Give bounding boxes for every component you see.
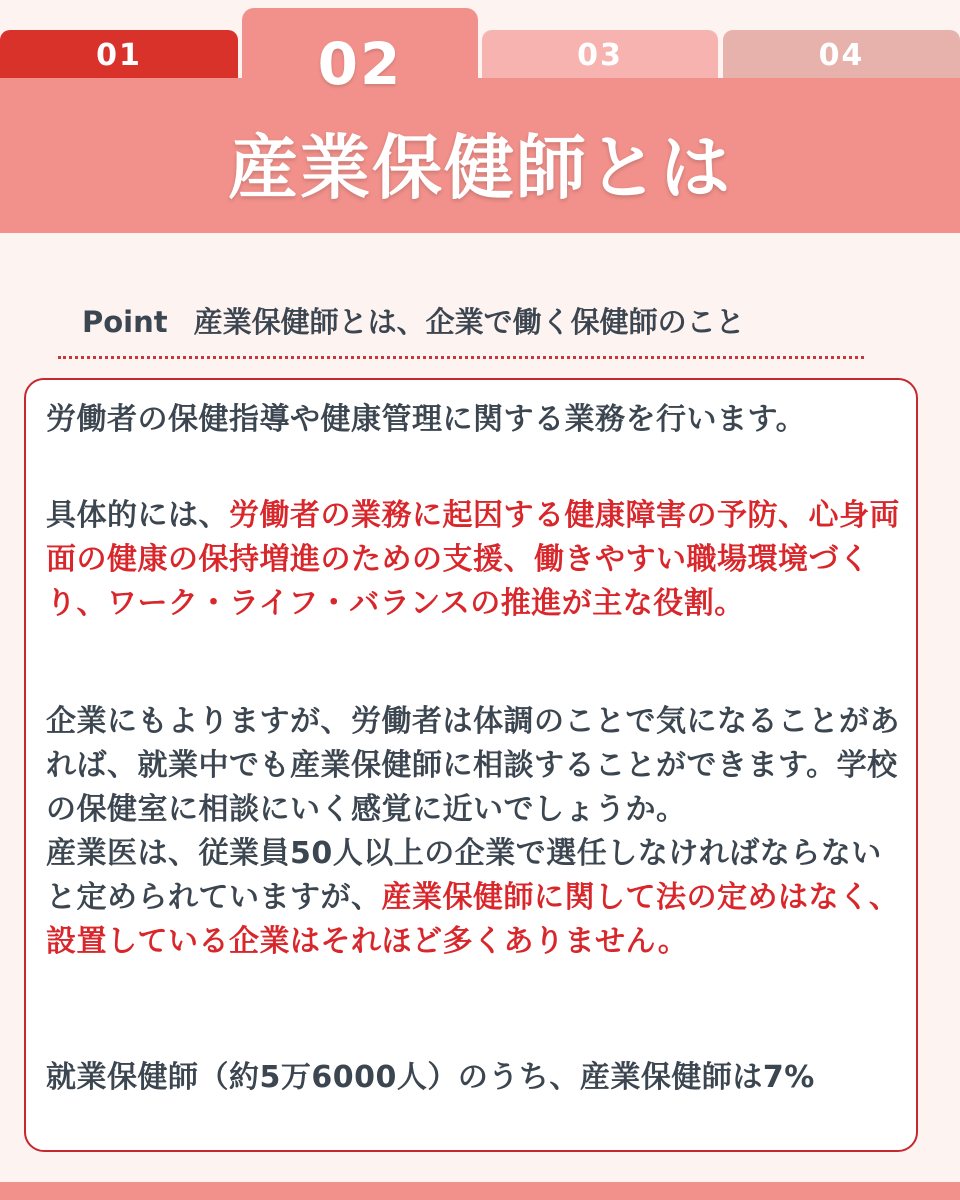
paragraph-intro: 労働者の保健指導や健康管理に関する業務を行います。	[46, 402, 807, 437]
paragraph-consultation: 企業にもよりますが、労働者は体調のことで気になることがあれば、就業中でも産業保健師に相談することができます。学校の保健室に相談にいく感覚に近いでしょうか。	[46, 704, 900, 827]
content-box	[24, 378, 918, 1152]
paragraph-statistic: 就業保健師（約5万6000人）のうち、産業保健師は7%	[46, 1060, 815, 1095]
page-title: 産業保健師とは	[228, 127, 732, 209]
tab-03[interactable]: 03	[482, 30, 718, 90]
tab-02-active[interactable]: 02	[242, 8, 478, 98]
paragraph-legal	[46, 832, 906, 964]
paragraph-roles	[46, 494, 906, 626]
legal-lead: 産業医は、従業員50人以上の企業で選任しなければならないと定められていますが、	[46, 836, 882, 915]
legal-highlight: 産業保健師に関して法の定めはなく、設置している企業はそれほど多くありません。	[46, 880, 900, 959]
bottom-band	[0, 1182, 960, 1200]
tab-04[interactable]: 04	[723, 30, 960, 90]
dotted-divider	[58, 356, 864, 359]
point-row	[82, 300, 882, 341]
roles-lead: 具体的には、	[46, 498, 229, 533]
roles-highlight: 労働者の業務に起因する健康障害の予防、心身両面の健康の保持増進のための支援、働きやすい職場環境づくり、ワーク・ライフ・バランスの推進が主な役割。	[46, 498, 900, 621]
point-label: Point	[82, 305, 168, 339]
point-text: 産業保健師とは、企業で働く保健師のこと	[193, 305, 745, 339]
tab-01[interactable]: 01	[0, 30, 238, 90]
